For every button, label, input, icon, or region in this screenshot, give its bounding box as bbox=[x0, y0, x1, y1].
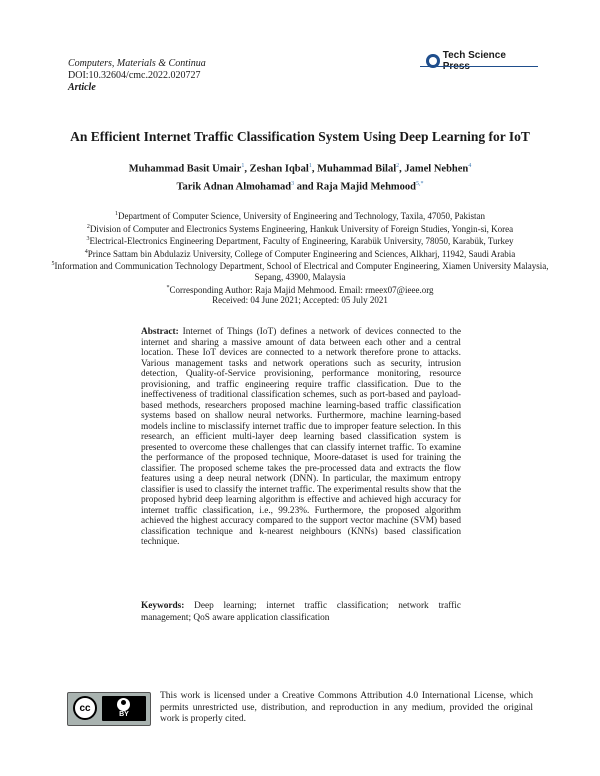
publisher-logo bbox=[426, 52, 534, 70]
affil-mark: 2 bbox=[86, 223, 90, 230]
affil-mark: 1 bbox=[115, 211, 118, 217]
author-affil-mark: 5,* bbox=[416, 180, 424, 187]
keywords-label: Keywords: bbox=[141, 601, 185, 611]
affiliation bbox=[40, 247, 560, 260]
publisher-name: Tech Science bbox=[442, 50, 506, 61]
affiliation bbox=[40, 222, 560, 235]
abstract bbox=[141, 327, 461, 548]
by-label: BY bbox=[119, 711, 129, 718]
affil-text: Division of Computer and Electronics Systems Engineering, Hankuk University of Foreign Studies, Yongin-si, Korea bbox=[89, 223, 514, 234]
affil-text: Information and Communication Technology Department, School of Electrical and Computer Engineering, Xiamen University Malaysia, Sepang, 43900, Malaysia bbox=[54, 261, 549, 282]
cc-by-license-badge[interactable] bbox=[67, 692, 151, 726]
author-affil-mark: 1 bbox=[241, 163, 245, 169]
affil-mark: * bbox=[166, 284, 170, 291]
affil-text: Prince Sattam bin Abdulaziz University, College of Computer Engineering and Sciences, Alkharj, 11942, Saudi Arabia bbox=[87, 248, 516, 259]
abstract-label: Abstract: bbox=[141, 327, 179, 337]
license-text: This work is licensed under a Creative Commons Attribution 4.0 International License, which permits unrestricted use, distribution, and reproduction in any medium, provided the original work is properly cited. bbox=[160, 691, 533, 724]
author[interactable]: Muhammad Bilal bbox=[317, 163, 397, 175]
author[interactable]: Raja Majid Mehmood bbox=[316, 181, 416, 192]
author[interactable]: Muhammad Basit Umair bbox=[128, 163, 242, 175]
author[interactable]: Tarik Adnan Almohamad bbox=[176, 181, 292, 192]
article-type: Article bbox=[68, 82, 96, 93]
by-icon bbox=[102, 696, 146, 721]
affiliation bbox=[40, 259, 560, 282]
author-affil-mark: 3 bbox=[291, 180, 295, 187]
author-affil-mark: 4 bbox=[468, 163, 472, 169]
corresponding-author bbox=[40, 283, 560, 296]
author[interactable]: Jamel Nebhen bbox=[404, 163, 469, 175]
affil-text: Electrical-Electronics Engineering Department, Faculty of Engineering, Karabük University, 78050, Karabük, Turkey bbox=[89, 236, 514, 247]
affil-text: Department of Computer Science, University of Engineering and Technology, Taxila, 47050, Pakistan bbox=[118, 211, 485, 221]
person-icon bbox=[117, 698, 130, 711]
doi[interactable]: DOI:10.32604/cmc.2022.020727 bbox=[68, 70, 201, 81]
keywords bbox=[141, 600, 461, 624]
affiliation bbox=[40, 209, 560, 222]
cc-icon: cc bbox=[73, 696, 97, 720]
author-affil-mark: 2 bbox=[396, 163, 400, 169]
author-list bbox=[80, 159, 520, 194]
author[interactable]: Zeshan Iqbal bbox=[249, 163, 309, 175]
publisher-underline bbox=[420, 66, 538, 67]
received-accepted-dates: Received: 04 June 2021; Accepted: 05 July 2021 bbox=[212, 295, 388, 306]
affil-mark: 4 bbox=[84, 248, 88, 255]
keywords-text: Deep learning; internet traffic classification; network traffic management; QoS aware application classification bbox=[141, 601, 462, 623]
affiliations bbox=[40, 209, 560, 306]
author-separator: and bbox=[294, 181, 317, 192]
author-separator: , bbox=[399, 163, 405, 175]
author-separator: , bbox=[311, 163, 318, 175]
author-affil-mark: 1 bbox=[308, 163, 312, 169]
author-separator: , bbox=[244, 163, 250, 175]
abstract-text: Internet of Things (IoT) defines a network of devices connected to the internet and sharing a massive amount of data between each other and a central location. These IoT devices are connected to a network therefore prone to attacks. Various management tasks and network operations such as security, intrusion detection, Quality-of-Service provisioning, performance monitoring, resource provisioning, and traffic engineering require traffic classification. Due to the ineffectiveness of traditional classification schemes, such as port-based and payload-based methods, researchers proposed machine learning-based traffic classification systems based on shallow neural networks. Furthermore, machine learning-based models incline to misclassify internet traffic due to improper feature selection. In this research, an efficient multi-layer deep learning based classification system is presented to overcome these challenges that can classify internet traffic. To examine the performance of the proposed technique, Moore-dataset is used for training the classifier. The proposed scheme takes the pre-processed data and extracts the flow features using a deep neural network (DNN). In particular, the maximum entropy classifier is used to classify the internet traffic. The experimental results show that the proposed hybrid deep learning algorithm is effective and achieved high accuracy for internet traffic classification, i.e., 99.23%. Furthermore, the proposed algorithm achieved the highest accuracy compared to the support vector machine (SVM) based classification technique and k-nearest neighbours (KNNs) based classification technique. bbox=[141, 327, 461, 547]
affil-mark: 5 bbox=[51, 261, 55, 268]
affil-mark: 3 bbox=[86, 236, 90, 243]
paper-title: An Efficient Internet Traffic Classification System Using Deep Learning for IoT bbox=[70, 129, 530, 144]
journal-name: Computers, Materials & Continua bbox=[68, 58, 206, 69]
affil-text: Corresponding Author: Raja Majid Mehmood. Email: rmeex07@ieee.org bbox=[169, 284, 434, 295]
affiliation bbox=[40, 234, 560, 247]
